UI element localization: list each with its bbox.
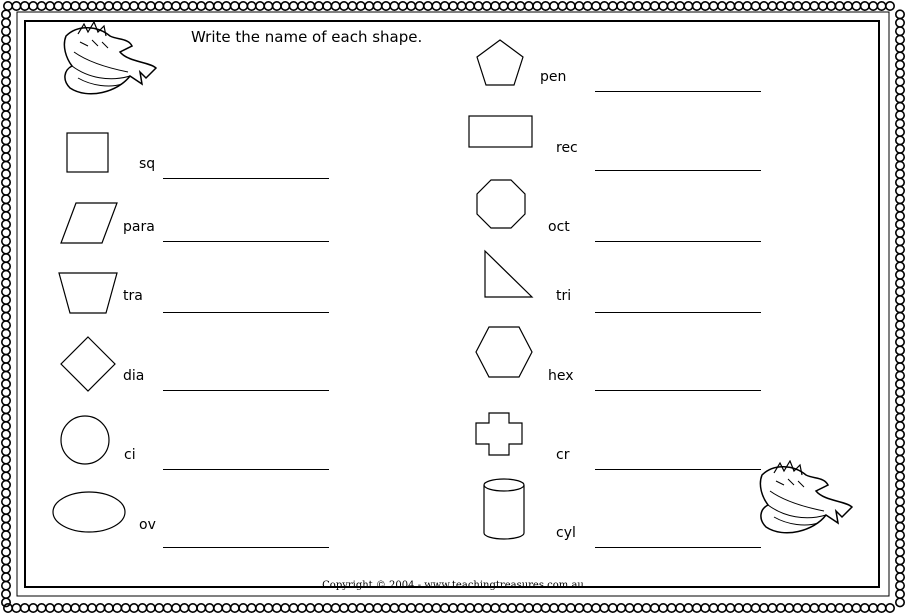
rhino-icon [58, 22, 158, 104]
pentagon-icon [475, 38, 525, 88]
prefix-label: tri [556, 288, 572, 304]
prefix-label: sq [139, 156, 156, 172]
prefix-label: pen [540, 69, 567, 85]
prefix-label: ov [139, 517, 156, 533]
prefix-label: dia [123, 368, 145, 384]
trapezium-icon [58, 272, 118, 314]
answer-line[interactable] [163, 312, 329, 313]
instruction-heading: Write the name of each shape. [191, 28, 423, 46]
answer-line[interactable] [595, 241, 761, 242]
answer-line[interactable] [595, 547, 761, 548]
prefix-label: cr [556, 447, 570, 463]
answer-line[interactable] [163, 547, 329, 548]
answer-line[interactable] [595, 91, 761, 92]
copyright-footer: Copyright © 2004 - www.teachingtreasures.com.au [322, 580, 584, 591]
answer-line[interactable] [595, 170, 761, 171]
prefix-label: oct [548, 219, 570, 235]
oval-icon [51, 490, 127, 534]
answer-line[interactable] [163, 178, 329, 179]
prefix-label: rec [556, 140, 578, 156]
octagon-icon [475, 178, 527, 230]
answer-line[interactable] [163, 469, 329, 470]
square-icon [66, 132, 110, 174]
answer-line[interactable] [163, 390, 329, 391]
rectangle-icon [468, 115, 534, 149]
triangle-icon [482, 249, 534, 299]
prefix-label: cyl [556, 525, 576, 541]
parallelogram-icon [60, 202, 118, 244]
prefix-label: para [123, 219, 155, 235]
answer-line[interactable] [595, 469, 761, 470]
prefix-label: ci [124, 447, 136, 463]
diamond-icon [60, 336, 116, 392]
rhino-icon [754, 460, 854, 544]
answer-line[interactable] [595, 312, 761, 313]
prefix-label: tra [123, 288, 143, 304]
worksheet-frame [24, 20, 880, 588]
prefix-label: hex [548, 368, 574, 384]
cross-icon [474, 412, 524, 456]
answer-line[interactable] [595, 390, 761, 391]
hexagon-icon [474, 325, 534, 379]
answer-line[interactable] [163, 241, 329, 242]
circle-icon [59, 414, 111, 466]
cylinder-icon [481, 477, 527, 541]
